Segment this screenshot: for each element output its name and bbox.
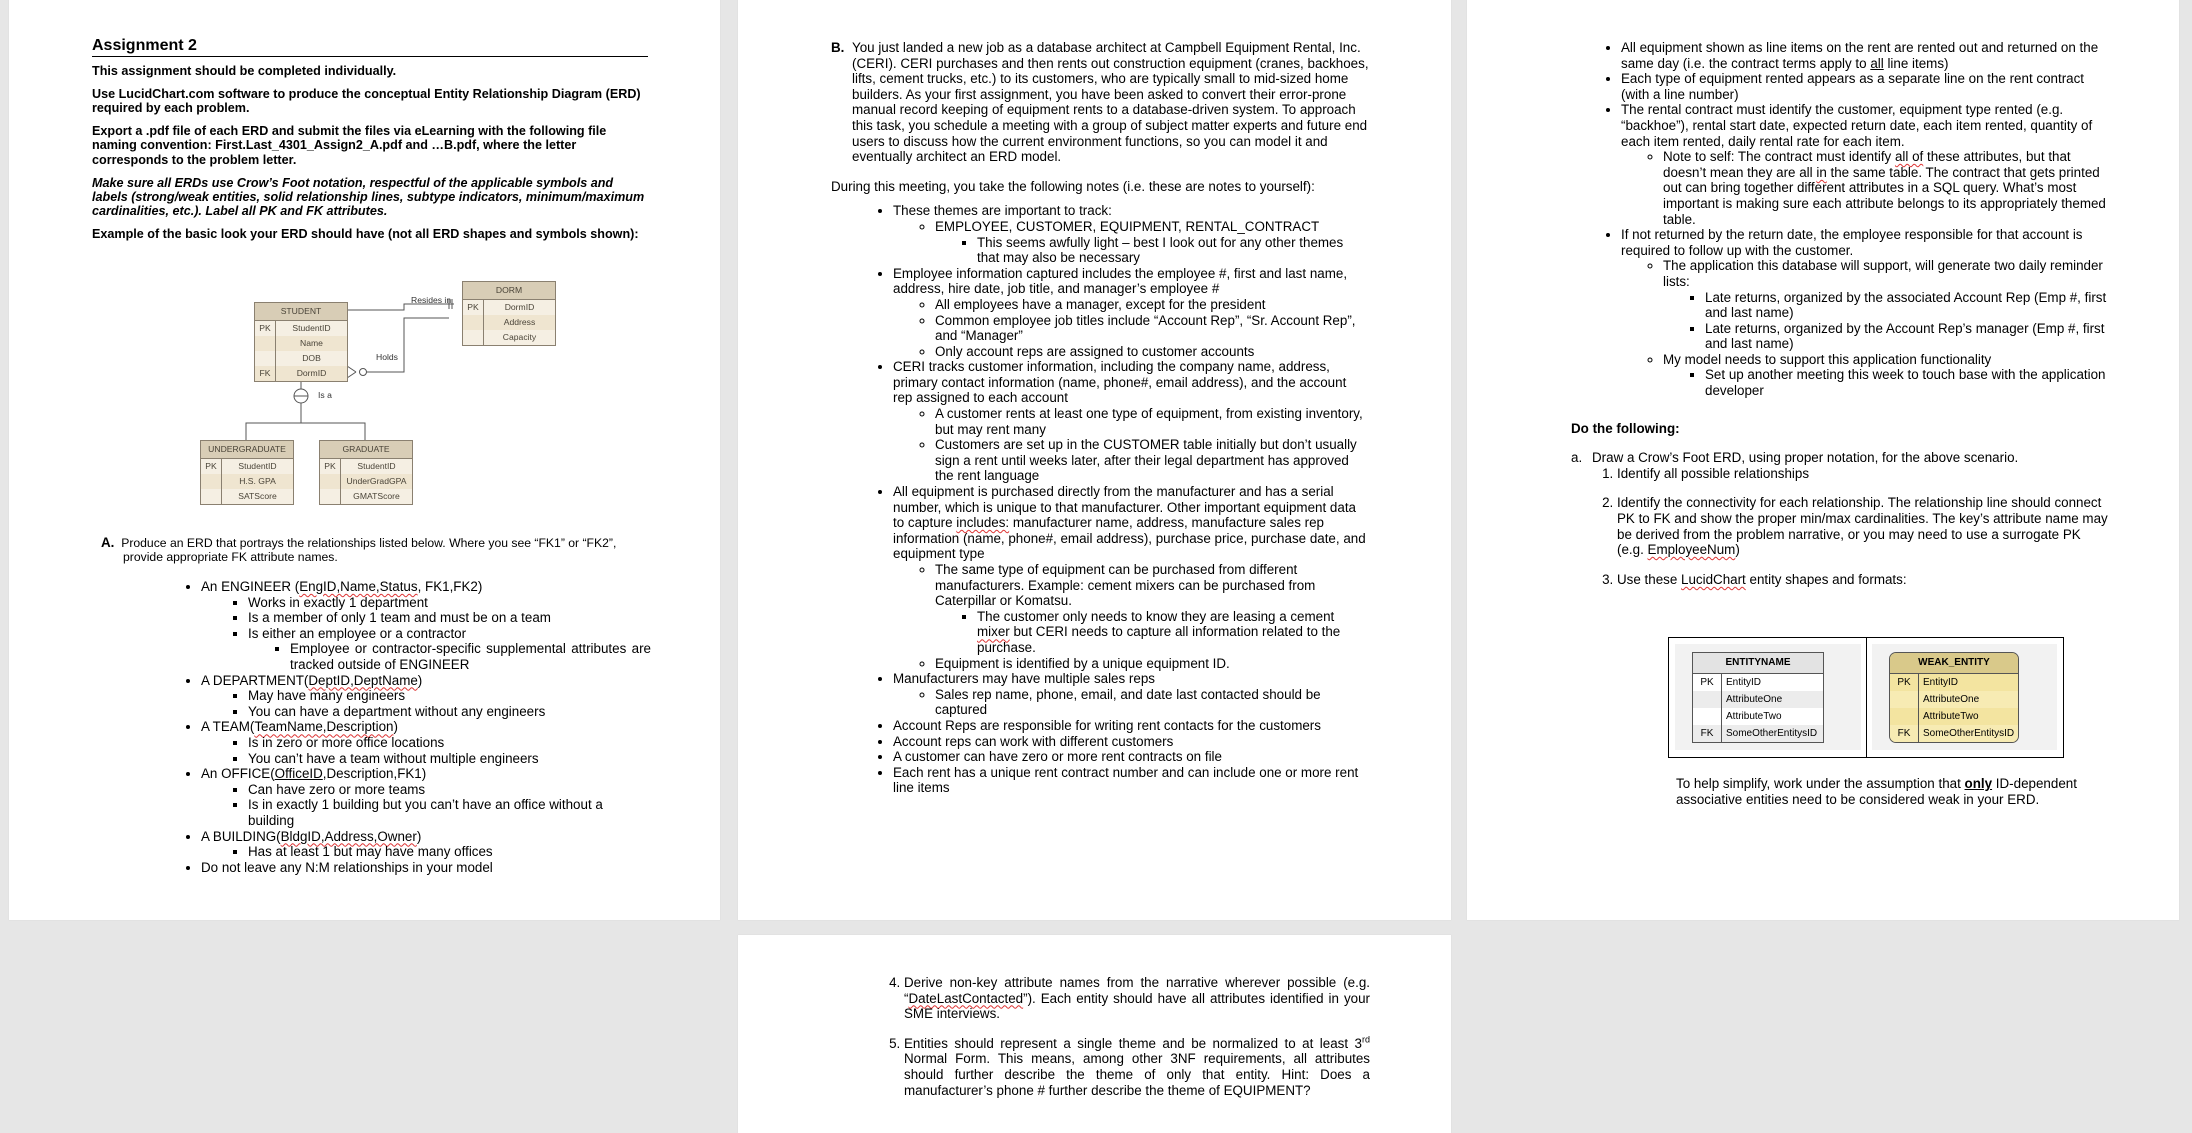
text: Note to self: The contract must identify bbox=[1663, 149, 1895, 165]
text: The same type of equipment can be purchased from different manufacturers. Example: cement mixers can be purchased from Caterpillar or Komatsu. bbox=[935, 562, 1316, 609]
do-following-heading: Do the following: bbox=[1571, 420, 1680, 436]
text: Normal Form. This means, among other 3NF requirements, all attributes should further describe the theme of only that entity. Hint: Does a manufacturer’s phone # further describe the theme of EQUIPMENT? bbox=[904, 1051, 1370, 1098]
para-individual: This assignment should be completed individually. bbox=[92, 63, 397, 78]
text: The application this database will support, will generate two daily reminder lists: bbox=[1663, 258, 2103, 289]
steps-list bbox=[1571, 466, 2111, 588]
list-item: • Account Reps are responsible for writing rent contacts for the customers bbox=[893, 718, 1369, 734]
student-header: STUDENT bbox=[255, 303, 347, 321]
attr-cell: EntityID bbox=[1923, 677, 1959, 688]
instruction-a-label: a. bbox=[1571, 450, 1583, 466]
entity-shapes-box bbox=[1668, 637, 2064, 758]
weak-entity-row bbox=[1890, 708, 2018, 725]
list-item: ◦ A customer rents at least one type of equipment, from existing inventory, but may rent many bbox=[935, 406, 1369, 437]
attr-cell: StudentID bbox=[292, 323, 331, 333]
weak-entity-header: WEAK_ENTITY bbox=[1890, 653, 2018, 674]
weak-entity-shape bbox=[1889, 652, 2019, 743]
list-item bbox=[1621, 40, 2111, 71]
example-erd-diagram bbox=[189, 280, 569, 510]
text: these attributes, but that doesn’t mean they are all bbox=[1663, 149, 2071, 180]
sub-list bbox=[201, 688, 651, 719]
key-cell: PK bbox=[320, 459, 341, 474]
section-b-label: B. bbox=[831, 40, 845, 55]
list-item bbox=[1663, 258, 2111, 352]
student-table bbox=[254, 302, 348, 382]
list-item bbox=[893, 203, 1369, 265]
sub-list bbox=[201, 595, 651, 673]
list-item bbox=[893, 671, 1369, 718]
list-item: ▪ You can’t have a team without multiple engineers bbox=[248, 751, 651, 767]
key-cell bbox=[320, 474, 341, 489]
attr-cell: DormID bbox=[296, 368, 327, 378]
text: ) bbox=[417, 672, 423, 688]
para-crows-foot: Make sure all ERDs use Crow’s Foot notation, respectful of the applicable symbols and labels (strong/weak entities, solid relationship lines, subtype indicators, minimum/maximum cardinalities, etc.). Label all PK and FK attributes. bbox=[92, 175, 645, 219]
list-item: ▪ Has at least 1 but may have many offices bbox=[248, 844, 651, 860]
text: manufacturer name, address, manufacture sales rep information (name, phone#, email address), purchase price, purchase date, and equipment type bbox=[893, 515, 1366, 562]
graduate-row bbox=[320, 459, 412, 474]
sub-sub-list bbox=[935, 235, 1369, 266]
text: A DEPARTMENT( bbox=[201, 672, 309, 688]
text: the same table. The contract that gets printed out can bring together different attributes in a SQL query. What’s most important is making sure each attribute belongs to its appropriately themed table. bbox=[1663, 164, 2106, 227]
list-item: • Do not leave any N:M relationships in your model bbox=[201, 860, 651, 876]
page-3 bbox=[1467, 0, 2179, 920]
steps-list-continued bbox=[880, 975, 1370, 1098]
list-item: ▪ Can have zero or more teams bbox=[248, 782, 651, 798]
sub-sub-list bbox=[1663, 290, 2111, 352]
instruction-a-text: Draw a Crow’s Foot ERD, using proper notation, for the above scenario. bbox=[1592, 450, 2019, 466]
section-a-text: Produce an ERD that portrays the relationships listed below. Where you see “FK1” or “FK2”, provide appropriate FK attribute names. bbox=[121, 536, 617, 564]
entity-row bbox=[1693, 674, 1823, 691]
dorm-table bbox=[462, 281, 556, 346]
weak-entity-row bbox=[1890, 691, 2018, 708]
sub-list bbox=[893, 219, 1369, 266]
text: ”). Each entity should have all attributes identified in your SME interviews. bbox=[904, 990, 1370, 1022]
para-export: Export a .pdf file of each ERD and submit the files via eLearning with the following file naming convention: First.Last_4301_Assign2_A.pdf and …B.pdf, where the letter corresponds to the problem letter. bbox=[92, 124, 607, 167]
text: To help simplify, work under the assumption that bbox=[1676, 776, 1965, 791]
section-b bbox=[831, 40, 1369, 165]
list-item bbox=[935, 219, 1369, 266]
attr-cell: AttributeOne bbox=[1923, 694, 1980, 705]
undergrad-header: UNDERGRADUATE bbox=[201, 441, 293, 459]
holds-label: Holds bbox=[376, 352, 398, 362]
text: If not returned by the return date, the employee responsible for that account is required to follow up with the customer. bbox=[1621, 227, 2083, 258]
text: but CERI needs to capture all information related to the purchase. bbox=[977, 624, 1341, 655]
text: line items) bbox=[1883, 55, 1949, 71]
attr-cell: SATScore bbox=[238, 491, 277, 501]
sub-list bbox=[1621, 258, 2111, 398]
notes-intro: During this meeting, you take the following notes (i.e. these are notes to yourself): bbox=[831, 178, 1315, 194]
attr-cell: AttributeTwo bbox=[1923, 711, 1979, 722]
attr-cell: H.S. GPA bbox=[239, 476, 276, 486]
key-cell bbox=[201, 489, 222, 504]
text: all bbox=[1870, 55, 1884, 71]
list-item: ◦ Customers are set up in the CUSTOMER table initially but don’t usually sign a rent until weeks later, after their legal department has approved the rent language bbox=[935, 437, 1369, 484]
dorm-row bbox=[463, 300, 555, 315]
text: mixer bbox=[977, 624, 1010, 640]
text: My model needs to support this application functionality bbox=[1663, 351, 1992, 367]
key-cell: PK bbox=[1693, 674, 1722, 691]
dorm-header: DORM bbox=[463, 282, 555, 300]
attr-cell: EntityID bbox=[1726, 677, 1762, 688]
list-item: ▪ May have many engineers bbox=[248, 688, 651, 704]
entity-row bbox=[1693, 725, 1823, 742]
resides-in-label: Resides in bbox=[411, 295, 452, 305]
dorm-row bbox=[463, 330, 555, 345]
dorm-row bbox=[463, 315, 555, 330]
graduate-table bbox=[319, 440, 413, 505]
text: All equipment is purchased directly from the manufacturer and has a serial number, which is unique to that manufacturer. Other important equipment data to capture bbox=[893, 484, 1356, 531]
text: Derive non-key attribute names from the narrative wherever possible (e.g. “ bbox=[904, 975, 1370, 1006]
key-cell: FK bbox=[255, 366, 276, 381]
text: Use these bbox=[1617, 571, 1682, 587]
key-cell bbox=[1890, 691, 1919, 708]
sub-sub-list bbox=[1663, 367, 2111, 398]
attr-cell: Capacity bbox=[502, 332, 537, 342]
student-row bbox=[255, 321, 347, 336]
key-cell: PK bbox=[255, 321, 276, 336]
section-a-list bbox=[101, 579, 651, 875]
key-cell bbox=[255, 336, 276, 351]
entity-shapes-divider bbox=[1866, 638, 1867, 757]
student-row bbox=[255, 351, 347, 366]
text: OfficeID bbox=[274, 766, 323, 782]
list-item bbox=[201, 673, 651, 720]
graduate-row bbox=[320, 489, 412, 504]
attr-cell: SomeOtherEntitysID bbox=[1923, 728, 2015, 739]
key-cell bbox=[463, 330, 484, 345]
page-2 bbox=[738, 0, 1451, 920]
student-row bbox=[255, 366, 347, 381]
list-item bbox=[1617, 572, 2111, 588]
list-item bbox=[1663, 149, 2111, 227]
key-cell bbox=[201, 474, 222, 489]
text: ) bbox=[393, 719, 398, 735]
list-item: • Each rent has a unique rent contract number and can include one or more rent line items bbox=[893, 765, 1369, 796]
list-item: ▪ Employee or contractor-specific supplemental attributes are tracked outside of ENGINEER bbox=[290, 641, 651, 672]
list-item bbox=[893, 359, 1369, 484]
text: DeptID,DeptName bbox=[308, 672, 418, 688]
notes-list bbox=[831, 203, 1369, 796]
sub-list bbox=[893, 406, 1369, 484]
list-item: ◦ Only account reps are assigned to customer accounts bbox=[935, 344, 1369, 360]
text: rd bbox=[1361, 1034, 1370, 1045]
list-item: ▪ Set up another meeting this week to touch base with the application developer bbox=[1705, 367, 2111, 398]
is-a-label: Is a bbox=[318, 390, 332, 400]
text: Is either an employee or a contractor bbox=[248, 625, 467, 641]
sub-list bbox=[201, 844, 651, 860]
sub-list bbox=[201, 782, 651, 829]
text: DateLastContacted bbox=[908, 990, 1024, 1006]
attr-cell: AttributeTwo bbox=[1726, 711, 1782, 722]
undergrad-row bbox=[201, 489, 293, 504]
list-item bbox=[904, 975, 1370, 1022]
assignment-title: Assignment 2 bbox=[92, 38, 648, 57]
list-item bbox=[1663, 352, 2111, 399]
page-4 bbox=[738, 935, 1451, 1133]
list-item: ▪ You can have a department without any engineers bbox=[248, 704, 651, 720]
entity-row bbox=[1693, 708, 1823, 725]
list-item bbox=[201, 579, 651, 673]
text: EMPLOYEE, CUSTOMER, EQUIPMENT, RENTAL_CONTRACT bbox=[935, 218, 1320, 234]
sub-list bbox=[1621, 149, 2111, 227]
text: all of bbox=[1894, 149, 1924, 165]
list-item: ◦ Common employee job titles include “Account Rep”, “Sr. Account Rep”, and “Manager” bbox=[935, 313, 1369, 344]
list-item: • A customer can have zero or more rent contracts on file bbox=[893, 749, 1369, 765]
text: EmployeeNum bbox=[1647, 542, 1736, 558]
key-cell bbox=[1693, 691, 1722, 708]
list-item: • Account reps can work with different customers bbox=[893, 734, 1369, 750]
attr-cell: Address bbox=[503, 317, 536, 327]
sub-list bbox=[893, 562, 1369, 671]
text: A TEAM( bbox=[201, 719, 255, 735]
list-item: ▪ Late returns, organized by the associated Account Rep (Emp #, first and last name) bbox=[1705, 290, 2111, 321]
key-cell bbox=[255, 351, 276, 366]
key-cell bbox=[320, 489, 341, 504]
text: entity shapes and formats: bbox=[1745, 571, 1907, 587]
simplify-note bbox=[1676, 776, 2096, 807]
attr-cell: Name bbox=[300, 338, 323, 348]
text: These themes are important to track: bbox=[893, 203, 1112, 219]
undergrad-row bbox=[201, 474, 293, 489]
sub-sub-list bbox=[935, 609, 1369, 656]
text: EngID,Name,Status bbox=[299, 579, 418, 594]
list-item bbox=[904, 1036, 1370, 1098]
notes-list-continued bbox=[1571, 40, 2111, 399]
attr-cell: SomeOtherEntitysID bbox=[1726, 728, 1818, 739]
list-item: ▪ Is in zero or more office locations bbox=[248, 735, 651, 751]
attr-cell: DormID bbox=[504, 302, 535, 312]
section-a bbox=[101, 536, 656, 564]
text: ) bbox=[416, 828, 422, 844]
weak-entity-row bbox=[1890, 674, 2018, 691]
key-cell bbox=[463, 315, 484, 330]
entity-header: ENTITYNAME bbox=[1693, 653, 1823, 674]
list-item bbox=[893, 266, 1369, 360]
attr-cell: UnderGradGPA bbox=[346, 476, 407, 486]
attr-cell: DOB bbox=[302, 353, 321, 363]
attr-cell: GMATScore bbox=[353, 491, 400, 501]
list-item: ▪ Is a member of only 1 team and must be on a team bbox=[248, 610, 651, 626]
text: includes: bbox=[956, 515, 1010, 531]
text: , FK1,FK2) bbox=[417, 579, 483, 594]
key-cell bbox=[1890, 708, 1919, 725]
graduate-header: GRADUATE bbox=[320, 441, 412, 459]
list-item: ◦ All employees have a manager, except for the president bbox=[935, 297, 1369, 313]
graduate-row bbox=[320, 474, 412, 489]
list-item: 1. Identify all possible relationships bbox=[1617, 466, 2111, 482]
list-item bbox=[935, 562, 1369, 656]
text: An ENGINEER ( bbox=[201, 579, 300, 594]
list-item: • Each type of equipment rented appears as a separate line on the rent contract (with a line number) bbox=[1621, 71, 2111, 102]
weak-entity-row bbox=[1890, 725, 2018, 742]
sub-list bbox=[893, 687, 1369, 718]
text: The customer only needs to know they are leasing a cement bbox=[977, 608, 1335, 624]
text: Employee information captured includes the employee #, first and last name, address, hire date, job title, and manager’s employee # bbox=[893, 265, 1348, 297]
list-item bbox=[1617, 495, 2111, 557]
section-a-label: A. bbox=[101, 535, 115, 550]
text: in bbox=[1816, 164, 1827, 180]
key-cell: FK bbox=[1693, 725, 1722, 742]
list-item bbox=[1621, 102, 2111, 227]
text: ID-dependent associative entities need to be considered weak in your ERD. bbox=[1676, 776, 2077, 807]
list-item bbox=[1621, 227, 2111, 399]
text: A BUILDING( bbox=[201, 828, 281, 844]
entity-shape bbox=[1692, 652, 1824, 743]
list-item bbox=[201, 829, 651, 860]
list-item: ▪ Is in exactly 1 building but you can’t have an office without a building bbox=[248, 797, 651, 828]
sub-sub-list bbox=[248, 641, 651, 672]
attr-cell: StudentID bbox=[238, 461, 277, 471]
instruction-a bbox=[1571, 450, 2111, 466]
list-item bbox=[201, 766, 651, 828]
list-item bbox=[893, 484, 1369, 671]
list-item: ◦ Sales rep name, phone, email, and date last contacted should be captured bbox=[935, 687, 1369, 718]
list-item: ▪ Works in exactly 1 department bbox=[248, 595, 651, 611]
list-item: ▪ This seems awfully light – best I look out for any other themes that may also be necessary bbox=[977, 235, 1369, 266]
text: Identify the connectivity for each relationship. The relationship line should connect PK to FK and show the proper min/max cardinalities. The key’s attribute name may be derived from the problem narrative, or you may need to use a surrogate PK (e.g. bbox=[1617, 495, 2108, 558]
undergrad-table bbox=[200, 440, 294, 505]
list-item: ◦ Equipment is identified by a unique equipment ID. bbox=[935, 656, 1369, 672]
text: only bbox=[1964, 776, 1993, 791]
text: TeamName,Description bbox=[254, 719, 394, 735]
text: ,Description,FK1) bbox=[322, 766, 427, 782]
sub-list bbox=[201, 735, 651, 766]
key-cell: FK bbox=[1890, 725, 1919, 742]
entity-row bbox=[1693, 691, 1823, 708]
text: LucidChart bbox=[1681, 571, 1746, 587]
undergrad-row bbox=[201, 459, 293, 474]
text: CERI tracks customer information, including the company name, address, primary contact information (name, phone#, email address), and the account rep assigned to each account bbox=[893, 359, 1347, 406]
section-b-text: You just landed a new job as a database architect at Campbell Equipment Rental, Inc. (CERI). CERI purchases and then rents out construction equipment (cranes, backhoes, lifts, cement trucks, etc.) to its customers, who are typically small to mid-sized home builders. As your first assignment, you have been asked to convert their error-prone manual record keeping of equipment rents to a database-driven system. To approach this task, you schedule a meeting with a group of subject matter experts and future end users to discuss how the current environment functions, so you can model it and eventually architect an ERD model. bbox=[852, 40, 1369, 165]
key-cell: PK bbox=[463, 300, 484, 315]
sub-list bbox=[893, 297, 1369, 359]
text: ) bbox=[1735, 542, 1740, 558]
para-example: Example of the basic look your ERD should have (not all ERD shapes and symbols shown): bbox=[92, 227, 639, 242]
key-cell: PK bbox=[1890, 674, 1919, 691]
para-lucidchart: Use LucidChart.com software to produce the conceptual Entity Relationship Diagram (ERD) required by each problem. bbox=[92, 86, 641, 115]
list-item bbox=[201, 719, 651, 766]
list-item bbox=[977, 609, 1369, 656]
text: The rental contract must identify the customer, equipment type rented (e.g. “backhoe”), rental start date, expected return date, each item rented, quantity of each item rented, daily rental rate for each item. bbox=[1621, 102, 2093, 149]
text: Manufacturers may have multiple sales reps bbox=[893, 671, 1155, 687]
text: All equipment shown as line items on the rent are rented out and returned on the same day (i.e. the contract terms apply to bbox=[1621, 40, 2099, 71]
list-item bbox=[248, 626, 651, 673]
student-row bbox=[255, 336, 347, 351]
page-1 bbox=[9, 0, 720, 920]
text: BldgID,Address,Owner bbox=[280, 828, 417, 844]
attr-cell: AttributeOne bbox=[1726, 694, 1783, 705]
key-cell bbox=[1693, 708, 1722, 725]
list-item: ▪ Late returns, organized by the Account Rep’s manager (Emp #, first and last name) bbox=[1705, 321, 2111, 352]
attr-cell: StudentID bbox=[357, 461, 396, 471]
text: An OFFICE( bbox=[201, 766, 275, 782]
key-cell: PK bbox=[201, 459, 222, 474]
text: Entities should represent a single theme and be normalized to at least 3 bbox=[904, 1035, 1362, 1051]
